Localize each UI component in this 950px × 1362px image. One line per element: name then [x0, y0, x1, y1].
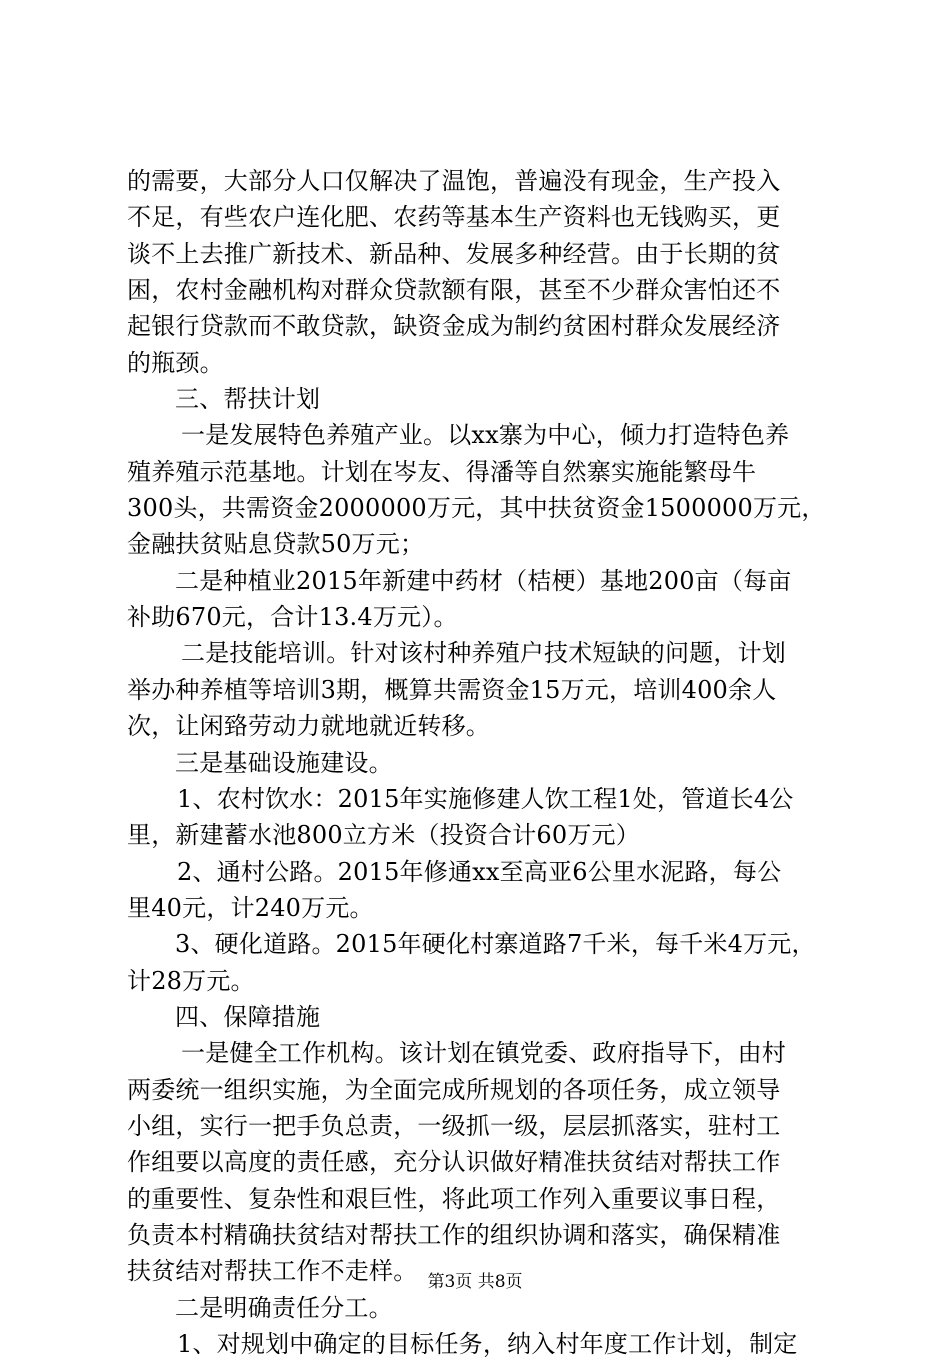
text-line: 里，新建蓄水池800立方米（投资合计60万元）	[127, 821, 640, 850]
text-line: 的重要性、复杂性和艰巨性，将此项工作列入重要议事日程，	[127, 1184, 781, 1213]
text-line: 谈不上去推广新技术、新品种、发展多种经营。由于长期的贫	[127, 239, 781, 268]
text-line: 不足，有些农户连化肥、农药等基本生产资料也无钱购买，更	[127, 203, 781, 232]
text-line: 起银行贷款而不敢贷款，缺资金成为制约贫困村群众发展经济	[127, 312, 781, 341]
text-line: 300头，共需资金2000000万元，其中扶贫资金1500000万元，	[127, 494, 826, 523]
text-line: 扶贫结对帮扶工作不走样。	[127, 1257, 418, 1286]
text-line: 补助670元，合计13.4万元）。	[127, 603, 458, 632]
text-line: 小组，实行一把手负总责，一级抓一级，层层抓落实，驻村工	[127, 1111, 781, 1140]
page-number-footer: 第3页 共8页	[427, 1272, 523, 1292]
paragraph-first-line: 二是技能培训。针对该村种养殖户技术短缺的问题，计划	[181, 639, 786, 668]
section-heading: 三、帮扶计划	[175, 385, 321, 414]
section-heading: 四、保障措施	[175, 1002, 321, 1031]
paragraph-first-line: 3、硬化道路。2015年硬化村寨道路7千米，每千米4万元，	[175, 930, 816, 959]
text-line: 两委统一组织实施，为全面完成所规划的各项任务，成立领导	[127, 1075, 781, 1104]
paragraph-first-line: 1、对规划中确定的目标任务，纳入村年度工作计划，制定	[177, 1330, 798, 1358]
text-line: 作组要以高度的责任感，充分认识做好精准扶贫结对帮扶工作	[127, 1148, 781, 1177]
text-line: 殖养殖示范基地。计划在岑友、得潘等自然寨实施能繁母牛	[127, 457, 757, 486]
text-line: 的需要，大部分人口仅解决了温饱，普遍没有现金，生产投入	[127, 167, 781, 195]
paragraph-first-line: 二是种植业2015年新建中药材（桔梗）基地200亩（每亩	[175, 566, 792, 595]
text-line: 举办种养植等培训3期，概算共需资金15万元，培训400余人	[127, 675, 777, 704]
paragraph-first-line: 2、通村公路。2015年修通xx至高亚6公里水泥路，每公	[177, 857, 782, 886]
paragraph-first-line: 三是基础设施建设。	[175, 748, 393, 777]
paragraph-first-line: 一是健全工作机构。该计划在镇党委、政府指导下，由村	[181, 1039, 786, 1068]
text-line: 的瓶颈。	[127, 348, 224, 377]
paragraph-first-line: 一是发展特色养殖产业。以xx寨为中心，倾力打造特色养	[181, 421, 790, 450]
text-line: 里40元，计240万元。	[127, 893, 374, 922]
paragraph-first-line: 二是明确责任分工。	[175, 1293, 393, 1322]
document-body	[127, 163, 837, 1362]
text-line: 困，农村金融机构对群众贷款额有限，甚至不少群众害怕还不	[127, 276, 781, 305]
text-line: 金融扶贫贴息贷款50万元；	[127, 530, 425, 559]
paragraph-first-line: 1、农村饮水：2015年实施修建人饮工程1处，管道长4公	[177, 784, 794, 813]
text-line: 次，让闲臵劳动力就地就近转移。	[127, 712, 490, 741]
text-line: 负责本村精确扶贫结对帮扶工作的组织协调和落实，确保精准	[127, 1220, 781, 1249]
text-line: 计28万元。	[127, 966, 255, 995]
